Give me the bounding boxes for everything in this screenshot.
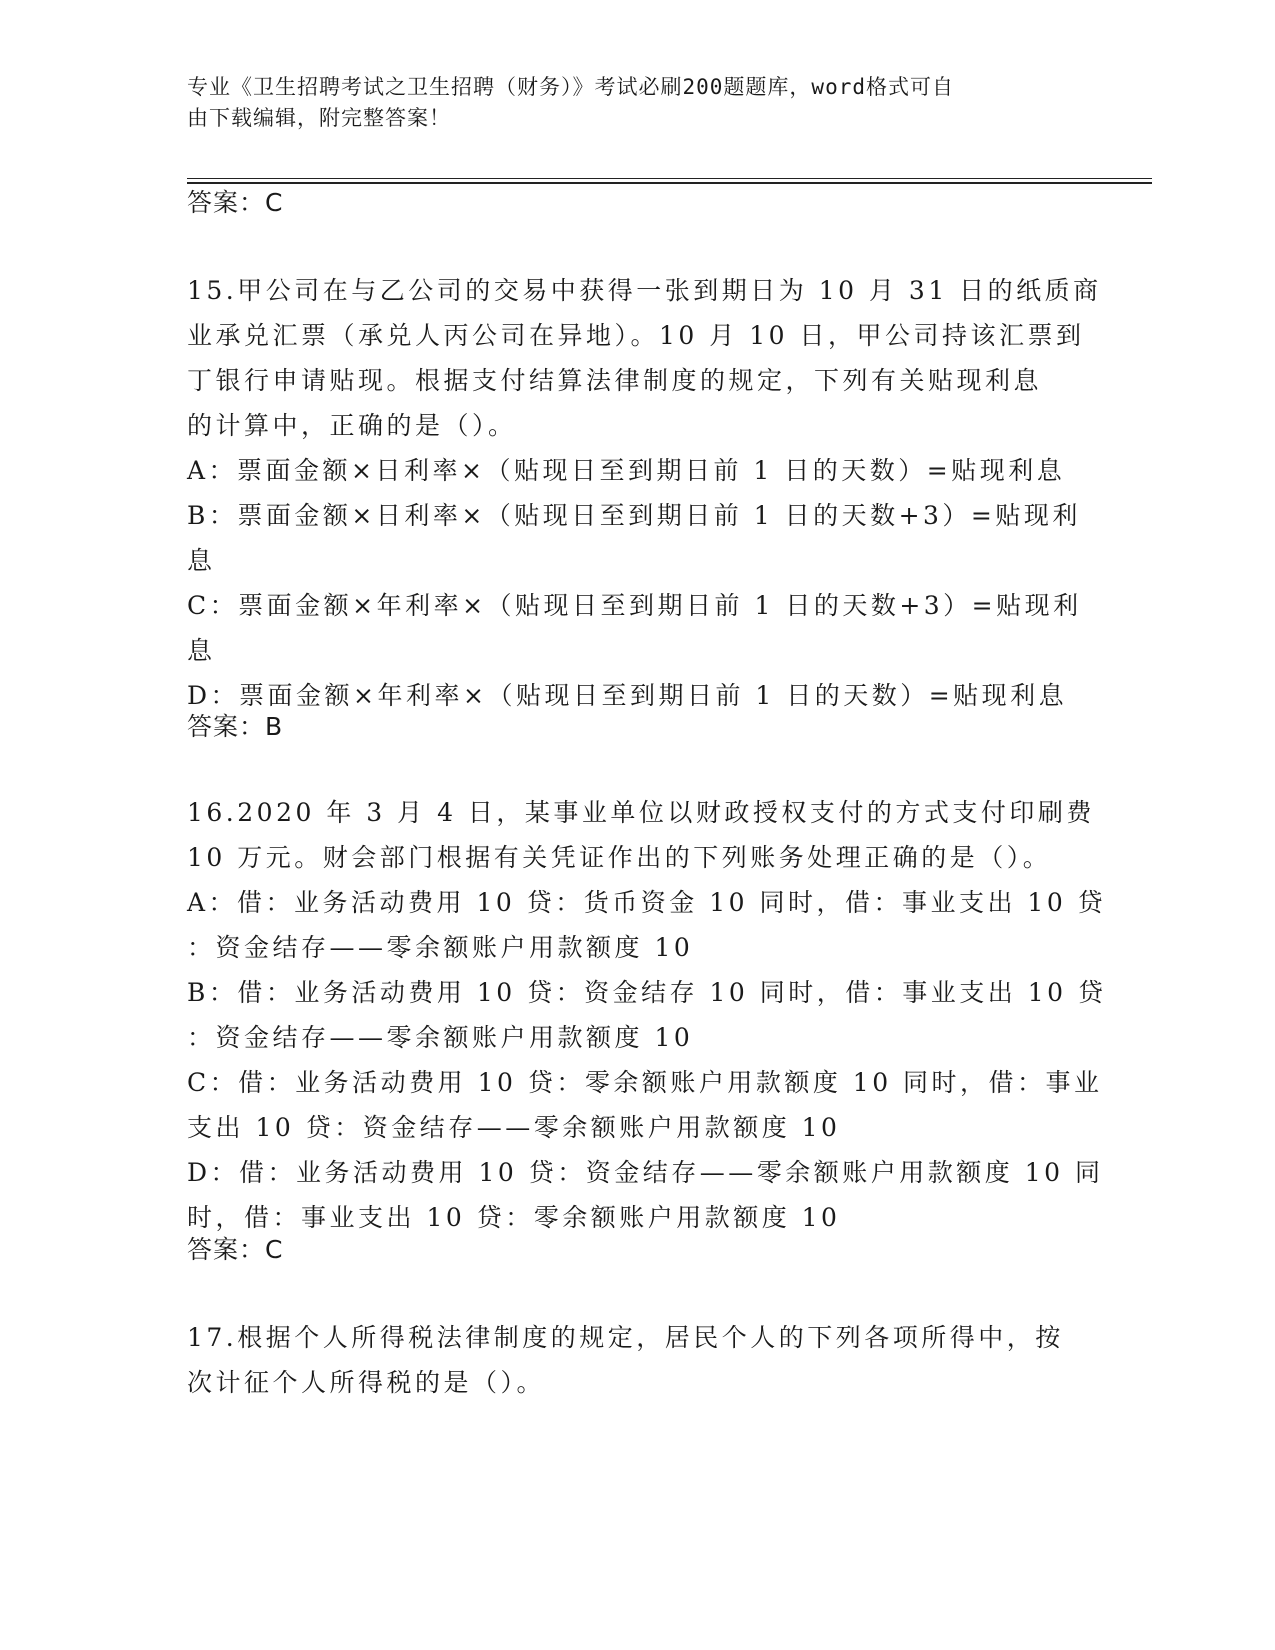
question-17-stem-line: 次计征个人所得税的是（）。 xyxy=(187,1368,546,1397)
question-15-option-b: B：票面金额×日利率×（贴现日至到期日前 1 日的天数+3）=贴现利 xyxy=(187,501,1081,530)
header-line-1: 专业《卫生招聘考试之卫生招聘（财务）》考试必刷200题题库，word格式可自 xyxy=(187,75,954,99)
question-16-option-c-cont: 支出 10 贷：资金结存——零余额账户用款额度 10 xyxy=(187,1113,841,1142)
question-16-option-b: B：借：业务活动费用 10 贷：资金结存 10 同时，借：事业支出 10 贷 xyxy=(187,978,1107,1007)
question-16-option-a-cont: ：资金结存——零余额账户用款额度 10 xyxy=(187,933,694,962)
question-17-stem-line: 17.根据个人所得税法律制度的规定，居民个人的下列各项所得中，按 xyxy=(187,1323,1064,1352)
question-16 xyxy=(187,790,1107,1240)
question-15-option-c: C：票面金额×年利率×（贴现日至到期日前 1 日的天数+3）=贴现利 xyxy=(187,591,1082,620)
question-15-stem-line: 丁银行申请贴现。根据支付结算法律制度的规定，下列有关贴现利息 xyxy=(187,366,1043,395)
question-16-option-a: A：借：业务活动费用 10 贷：货币资金 10 同时，借：事业支出 10 贷 xyxy=(187,888,1107,917)
header-rule-thick xyxy=(187,182,1152,184)
page-header xyxy=(187,72,1067,134)
question-16-stem-line: 16.2020 年 3 月 4 日，某事业单位以财政授权支付的方式支付印刷费 xyxy=(187,798,1095,827)
answer-previous: 答案：C xyxy=(187,188,284,217)
question-15-option-d: D：票面金额×年利率×（贴现日至到期日前 1 日的天数）=贴现利息 xyxy=(187,681,1068,710)
question-16-option-b-cont: ：资金结存——零余额账户用款额度 10 xyxy=(187,1023,694,1052)
question-16-option-d: D：借：业务活动费用 10 贷：资金结存——零余额账户用款额度 10 同 xyxy=(187,1158,1104,1187)
header-line-2: 由下载编辑，附完整答案！ xyxy=(187,106,451,130)
question-15-option-b-cont: 息 xyxy=(187,546,216,575)
header-rule-thin xyxy=(187,178,1152,179)
question-16-answer: 答案：C xyxy=(187,1235,284,1264)
question-15-stem-line: 的计算中，正确的是（）。 xyxy=(187,411,517,440)
question-15-answer: 答案：B xyxy=(187,712,284,741)
question-16-option-c: C：借：业务活动费用 10 贷：零余额账户用款额度 10 同时，借：事业 xyxy=(187,1068,1103,1097)
question-15-option-a: A：票面金额×日利率×（贴现日至到期日前 1 日的天数）=贴现利息 xyxy=(187,456,1066,485)
question-17 xyxy=(187,1315,1087,1405)
question-15-option-c-cont: 息 xyxy=(187,636,216,665)
question-16-option-d-cont: 时，借：事业支出 10 贷：零余额账户用款额度 10 xyxy=(187,1203,841,1232)
question-15-stem-line: 业承兑汇票（承兑人丙公司在异地）。10 月 10 日，甲公司持该汇票到 xyxy=(187,321,1085,350)
question-15 xyxy=(187,268,1102,718)
question-16-stem-line: 10 万元。财会部门根据有关凭证作出的下列账务处理正确的是（）。 xyxy=(187,843,1052,872)
question-15-stem-line: 15.甲公司在与乙公司的交易中获得一张到期日为 10 月 31 日的纸质商 xyxy=(187,276,1102,305)
